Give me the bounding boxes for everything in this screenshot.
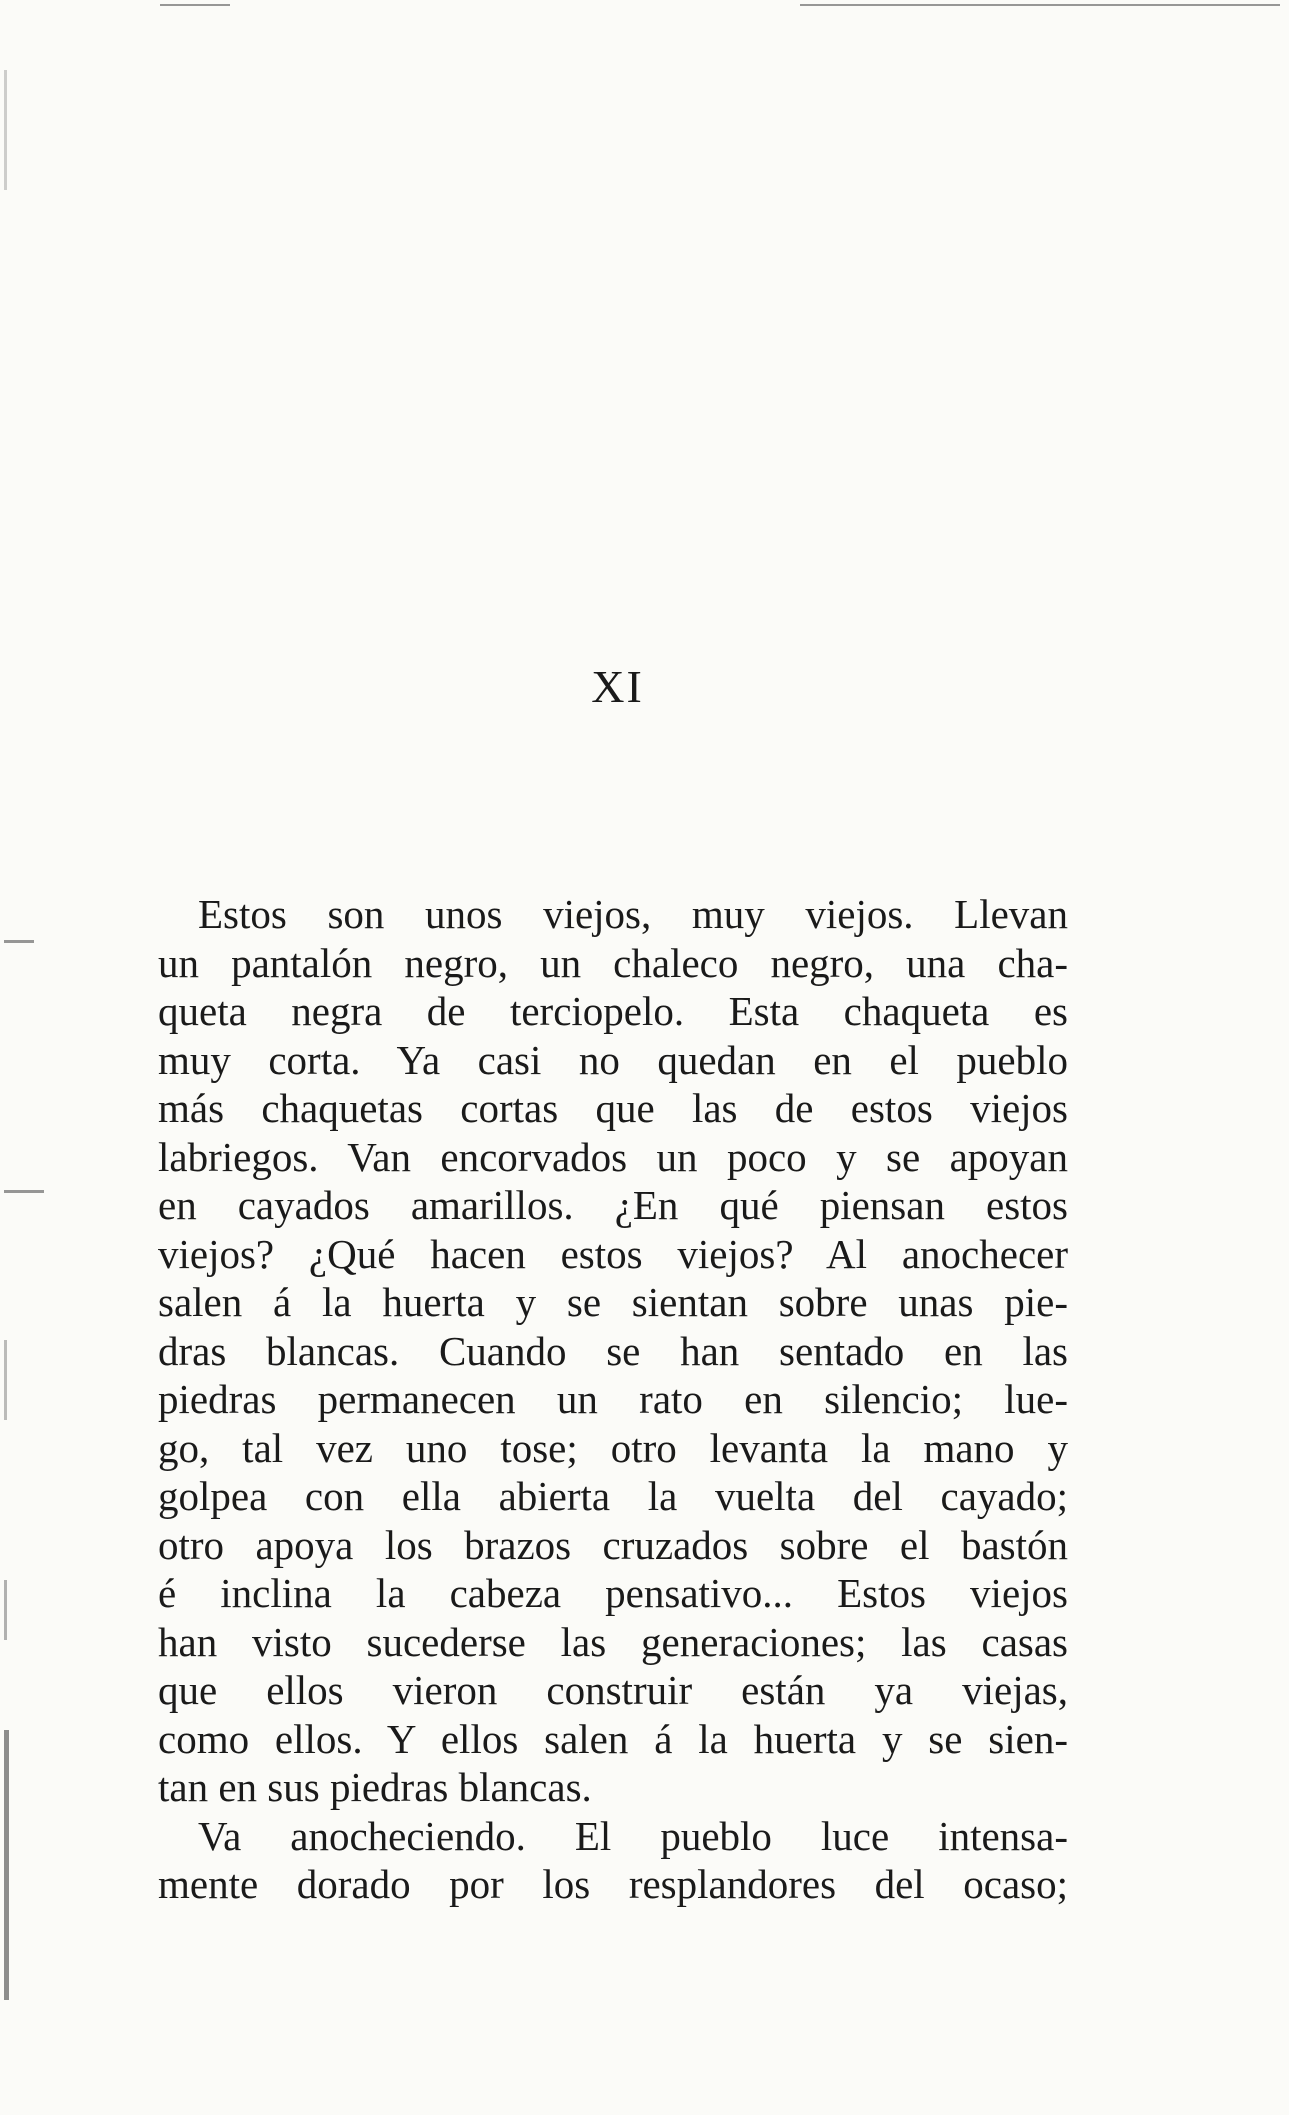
scan-artifact-edge-5 xyxy=(4,1580,7,1640)
text-line: dras blancas. Cuando se han sentado en las xyxy=(158,1327,1068,1374)
text-line: un pantalón negro, un chaleco negro, una cha- xyxy=(158,939,1068,986)
text-line: é inclina la cabeza pensativo... Estos viejos xyxy=(158,1570,1068,1616)
text-line: viejos? ¿Qué hacen estos viejos? Al anochecer xyxy=(158,1230,1068,1277)
text-line: salen á la huerta y se sientan sobre unas pie- xyxy=(158,1279,1068,1325)
scan-artifact-edge-1 xyxy=(4,70,7,190)
scan-artifact-top-right xyxy=(800,4,1280,6)
text-line: muy corta. Ya casi no quedan en el pueblo xyxy=(158,1036,1068,1083)
text-line: han visto sucederse las generaciones; las casas xyxy=(158,1618,1068,1665)
text-line: Estos son unos viejos, muy viejos. Llevan xyxy=(198,891,1068,937)
text-line: go, tal vez uno tose; otro levanta la mano y xyxy=(158,1424,1068,1471)
text-line: que ellos vieron construir están ya viejas, xyxy=(158,1667,1068,1713)
text-line: tan en sus piedras blancas. xyxy=(158,1764,592,1810)
scan-artifact-edge-2 xyxy=(4,940,34,943)
text-line: en cayados amarillos. ¿En qué piensan estos xyxy=(158,1182,1068,1228)
text-line: como ellos. Y ellos salen á la huerta y se sien- xyxy=(158,1715,1068,1762)
text-line: golpea con ella abierta la vuelta del cayado; xyxy=(158,1473,1068,1519)
text-line: más chaquetas cortas que las de estos viejos xyxy=(158,1085,1068,1131)
text-line: otro apoya los brazos cruzados sobre el bastón xyxy=(158,1521,1068,1568)
scan-artifact-top-left xyxy=(160,4,230,6)
text-line: piedras permanecen un rato en silencio; lue- xyxy=(158,1376,1068,1422)
text-line: mente dorado por los resplandores del ocaso; xyxy=(158,1861,1068,1907)
text-line: labriegos. Van encorvados un poco y se apoyan xyxy=(158,1133,1068,1180)
text-line: Va anocheciendo. El pueblo luce intensa- xyxy=(198,1812,1068,1859)
scan-artifact-edge-4 xyxy=(4,1340,7,1420)
scan-artifact-edge-3 xyxy=(4,1190,44,1193)
text-line: queta negra de terciopelo. Esta chaqueta es xyxy=(158,988,1068,1034)
chapter-heading: XI xyxy=(591,661,644,712)
scan-artifact-edge-6 xyxy=(4,1730,9,2000)
body-text xyxy=(158,890,1068,1909)
